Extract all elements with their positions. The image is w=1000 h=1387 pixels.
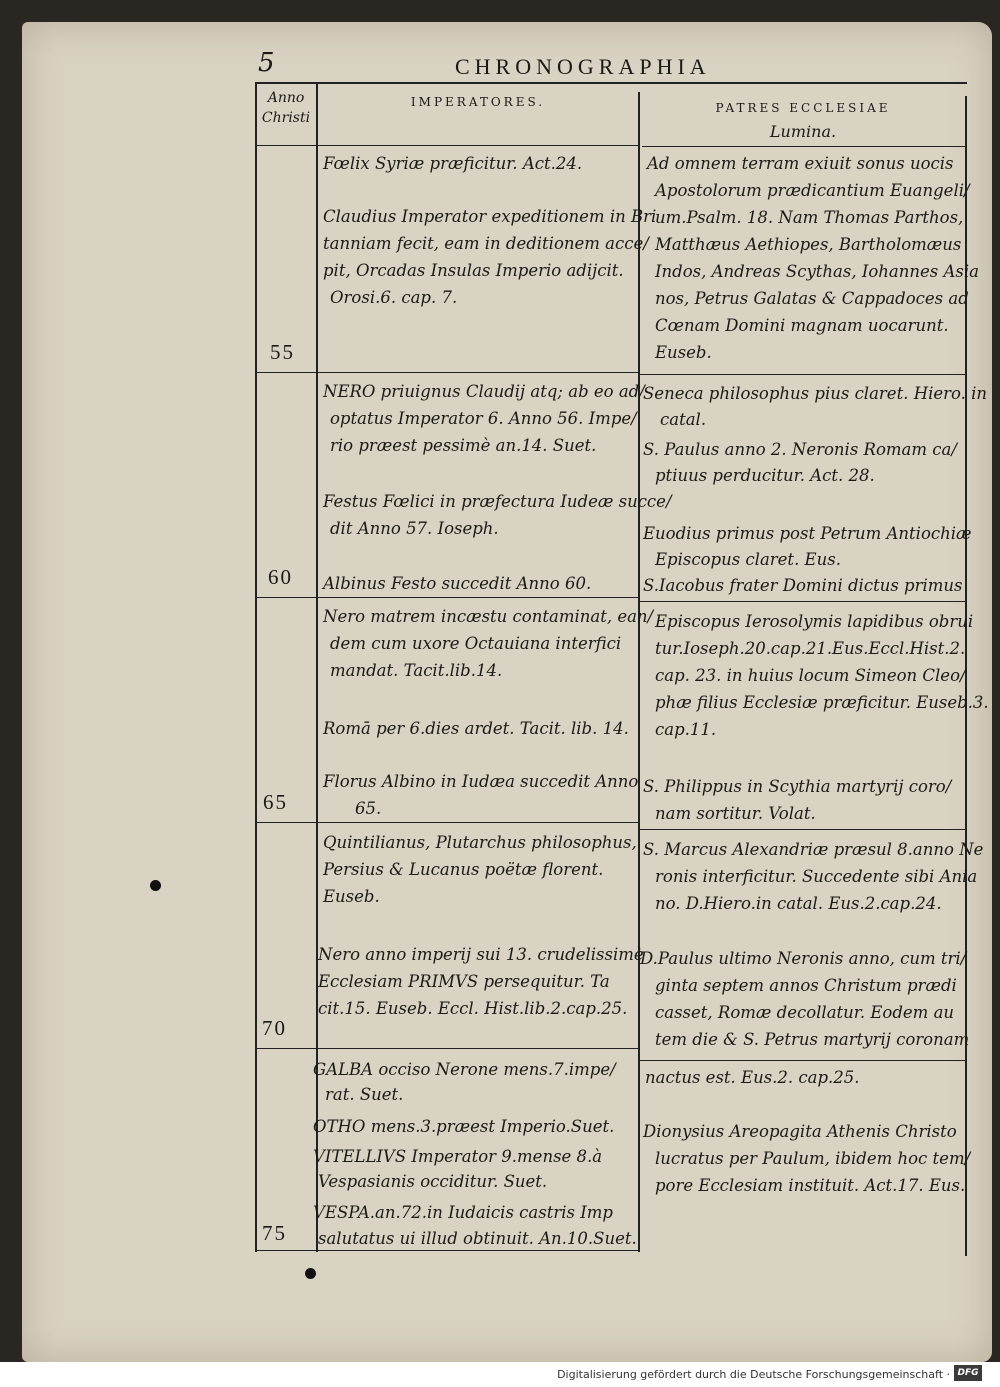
year-marker: 75 [262,1221,287,1245]
patres-line: casset, Romæ decollatur. Eodem au [655,1003,955,1022]
imperatores-line: tanniam fecit, eam in deditionem acce/ [323,234,649,253]
patres-line: cap. 23. in huius locum Simeon Cleo/ [655,666,966,685]
patres-line: S. Marcus Alexandriæ præsul 8.anno Ne [643,840,984,859]
ink-dot [150,880,161,891]
patres-line: D.Paulus ultimo Neronis anno, cum tri/ [640,949,967,968]
digitization-credit: Digitalisierung gefördert durch die Deutsche Forschungsgemeinschaft · [557,1368,950,1381]
row-rule-65-right [640,829,966,830]
imperatores-line: Nero anno imperij sui 13. crudelissimè [318,945,644,964]
imperatores-line: Florus Albino in Iudæa succedit Anno [323,772,639,791]
patres-line: ginta septem annos Christum prædi [655,976,957,995]
patres-line: nactus est. Eus.2. cap.25. [645,1068,860,1087]
row-rule-60-right [640,601,966,602]
patres-line: cap.11. [655,720,717,739]
table-top-rule [255,82,967,84]
patres-line: pore Ecclesiam instituit. Act.17. Eus. [655,1176,966,1195]
patres-line: Indos, Andreas Scythas, Iohannes Asia [655,262,979,281]
imperatores-line: Romā per 6.dies ardet. Tacit. lib. 14. [323,719,629,738]
imperatores-line: Persius & Lucanus poëtæ florent. [323,860,604,879]
header-bottom-rule [255,145,640,146]
imperatores-line: pit, Orcadas Insulas Imperio adijcit. [323,261,624,280]
patres-line: Dionysius Areopagita Athenis Christo [643,1122,957,1141]
imperatores-line: Vespasianis occiditur. Suet. [318,1172,548,1191]
row-rule-70 [256,1048,640,1049]
patres-line: Episcopus Ierosolymis lapidibus obrui [655,612,974,631]
left-border [255,82,257,1252]
header-anno-line2: Christi [261,110,311,126]
patres-line: phæ filius Ecclesiæ præficitur. Euseb.3. [655,693,989,712]
imperatores-line: Fœlix Syriæ præficitur. Act.24. [323,154,583,173]
patres-line: ptiuus perducitur. Act. 28. [655,466,875,485]
year-marker: 65 [263,790,288,814]
imperatores-line: VITELLIVS Imperator 9.mense 8.à [313,1147,603,1166]
imperatores-line: cit.15. Euseb. Eccl. Hist.lib.2.cap.25. [318,999,628,1018]
imperatores-line: OTHO mens.3.præest Imperio.Suet. [313,1117,615,1136]
patres-line: ronis interficitur. Succedente sibi Ania [655,867,978,886]
imperatores-line: Orosi.6. cap. 7. [330,288,458,307]
col2-divider [638,92,640,1252]
imperatores-line: Albinus Festo succedit Anno 60. [323,574,592,593]
imperatores-line: Quintilianus, Plutarchus philosophus, [323,833,637,852]
imperatores-line: GALBA occiso Nerone mens.7.impe/ [313,1060,616,1079]
patres-line: no. D.Hiero.in catal. Eus.2.cap.24. [655,894,942,913]
patres-line: S.Iacobus frater Domini dictus primus [643,576,963,595]
patres-line: S. Paulus anno 2. Neronis Romam ca/ [643,440,957,459]
patres-line: Apostolorum prædicantium Euangeli/ [655,181,970,200]
patres-line: nam sortitur. Volat. [655,804,816,823]
row-rule-65 [256,822,640,823]
year-marker: 60 [268,565,293,589]
imperatores-line: NERO priuignus Claudij atq; ab eo ad/ [323,382,645,401]
header-patres-line1: PATRES ECCLESIAE [715,101,891,115]
imperatores-line: Euseb. [323,887,380,906]
patres-line: um.Psalm. 18. Nam Thomas Parthos, [655,208,964,227]
page-number: 5 [258,48,275,78]
row-rule-70-right [640,1060,966,1061]
header-imperatores: IMPERATORES. [410,95,546,109]
patres-line: catal. [660,410,707,429]
imperatores-line: Ecclesiam PRIMVS persequitur. Ta [318,972,610,991]
header-anno-line1: Anno [267,90,305,106]
patres-line: Ad omnem terram exiuit sonus uocis [647,154,954,173]
patres-line: Euseb. [655,343,712,362]
imperatores-line: VESPA.an.72.in Iudaicis castris Imp [313,1203,613,1222]
imperatores-line: Festus Fœlici in præfectura Iudeæ succe/ [323,492,672,511]
patres-line: Episcopus claret. Eus. [655,550,841,569]
imperatores-line: dem cum uxore Octauiana interfici [330,634,622,653]
imperatores-line: optatus Imperator 6. Anno 56. Impe/ [330,409,637,428]
ink-dot [305,1268,316,1279]
row-rule-60 [256,597,640,598]
imperatores-line: salutatus ui illud obtinuit. An.10.Suet. [318,1229,637,1248]
patres-line: Euodius primus post Petrum Antiochiæ [643,524,972,543]
imperatores-line: Claudius Imperator expeditionem in Bri [323,207,657,226]
dfg-logo: DFG [954,1365,982,1381]
patres-line: Seneca philosophus pius claret. Hiero. in [643,384,988,403]
patres-line: Matthæus Aethiopes, Bartholomæus [655,235,962,254]
patres-line: Cœnam Domini magnam uocarunt. [655,316,949,335]
row-rule-55-right [640,374,966,375]
header-patres-line2: Lumina. [769,122,837,141]
header-anno [258,88,314,128]
imperatores-line: 65. [355,799,382,818]
imperatores-line: dit Anno 57. Ioseph. [330,519,499,538]
running-title: CHRONOGRAPHIA [455,54,711,79]
imperatores-line: rat. Suet. [325,1085,404,1104]
imperatores-line: rio præest pessimè an.14. Suet. [330,436,597,455]
patres-line: tem die & S. Petrus martyrij coronam [655,1030,970,1049]
patres-line: nos, Petrus Galatas & Cappadoces ad [655,289,969,308]
imperatores-line: Nero matrem incæstu contaminat, ean/ [323,607,654,626]
year-marker: 70 [262,1016,287,1040]
imperatores-line: mandat. Tacit.lib.14. [330,661,503,680]
row-rule-55 [256,372,640,373]
year-marker: 55 [270,340,295,364]
header-patres [642,98,964,142]
patres-line: tur.Ioseph.20.cap.21.Eus.Eccl.Hist.2. [655,639,966,658]
patres-line: S. Philippus in Scythia martyrij coro/ [643,777,952,796]
patres-line: lucratus per Paulum, ibidem hoc tem/ [655,1149,971,1168]
header-bottom-rule-right [642,146,967,147]
